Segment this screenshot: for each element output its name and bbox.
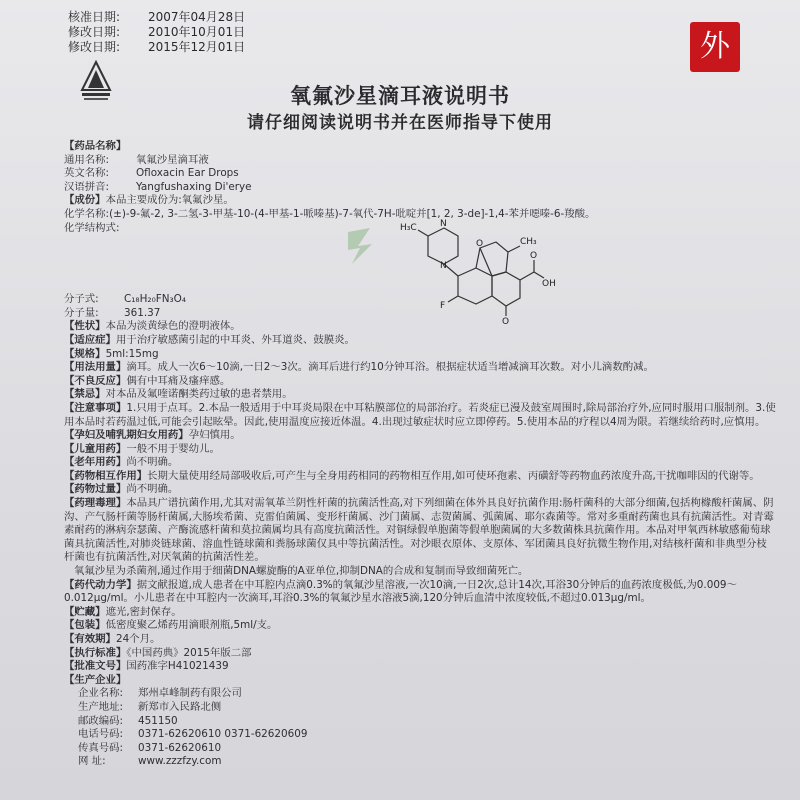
drug-name-header: 【药品名称】	[64, 140, 127, 152]
struct-label-ch3: CH₃	[520, 237, 537, 247]
company-label: 传真号码:	[78, 741, 124, 754]
section-8	[64, 443, 776, 457]
revision-dates	[68, 10, 245, 55]
section-heading: 【用法用量】	[64, 361, 127, 374]
struct-label-o3: O	[530, 251, 538, 261]
section-11	[64, 483, 776, 497]
section-heading: 【老年用药】	[64, 456, 127, 469]
section-4	[64, 375, 776, 389]
company-value: www.zzzfzy.com	[138, 755, 222, 768]
company-value: 新郑市入民路北侧	[138, 700, 222, 713]
section-17	[64, 633, 776, 647]
section-text: 本品为淡黄绿色的澄明液体。	[105, 320, 241, 333]
section-heading: 【药代动力学】	[64, 578, 137, 591]
date-approved: 核准日期: 2007年04月28日	[68, 10, 246, 24]
section-text: 《中国药典》2015年版二部	[126, 646, 252, 659]
section-heading: 【贮藏】	[64, 605, 106, 618]
company-row	[78, 742, 776, 756]
chemical-name: 化学名称:(±)-9-氟-2, 3-二氢-3-甲基-10-(4-甲基-1-哌嗪基)-7-氧代-7H-吡啶并[1, 2, 3-de]-1,4-苯并噁嗪-6-羧酸。	[64, 207, 596, 220]
struct-label-h3c: H₃C	[400, 223, 417, 233]
company-label: 邮政编码:	[78, 714, 124, 727]
company-label: 网 址:	[78, 755, 106, 768]
company-value: 451150	[138, 714, 178, 727]
section-text: 偶有中耳痛及瘙痒感。	[126, 374, 231, 387]
section-heading: 【儿童用药】	[64, 442, 127, 455]
company-info	[64, 687, 776, 769]
section-20	[64, 674, 776, 688]
section-text: 1.只用于点耳。2.本品一般适用于中耳炎局限在中耳粘膜部位的局部治疗。若炎症已漫及鼓室周围时,除局部治疗外,应同时服用口服制剂。3.使用本品时若药温过低,可能会引起眩晕。因此,使用温度应接近体温。4.出现过敏症状时应立即停药。5.使用本品的疗程以4周为限。若继续给药时,应慎用。	[64, 401, 776, 428]
date-revised-1: 修改日期: 2010年10月01日	[68, 25, 246, 39]
generic-name: 通用名称: 氧氟沙星滴耳液	[64, 153, 209, 166]
section-text: 遮光,密封保存。	[105, 605, 182, 618]
section-heading: 【包装】	[64, 619, 106, 632]
section-2	[64, 348, 776, 362]
section-heading: 【药物过量】	[64, 483, 127, 496]
company-row	[78, 701, 776, 715]
section-1	[64, 334, 776, 348]
section-text: 24个月。	[115, 633, 161, 645]
section-text: 用于治疗敏感菌引起的中耳炎、外耳道炎、鼓膜炎。	[115, 333, 355, 346]
struct-label-o1: O	[476, 239, 484, 249]
section-12	[64, 497, 776, 565]
section-15	[64, 606, 776, 620]
company-row	[78, 687, 776, 701]
struct-label-o2: O	[502, 317, 510, 326]
section-16	[64, 619, 776, 633]
external-use-badge: 外	[690, 22, 740, 72]
section-heading: 【执行标准】	[64, 646, 127, 659]
section-heading: 【注意事项】	[64, 401, 127, 414]
english-name: 英文名称: Ofloxacin Ear Drops	[64, 167, 239, 180]
section-heading: 【规格】	[64, 347, 106, 360]
composition: 【成份】本品主要成份为:氧氟沙星。	[64, 194, 234, 207]
company-row	[78, 715, 776, 729]
section-18	[64, 647, 776, 661]
section-19	[64, 660, 776, 674]
structure-spacer	[64, 235, 776, 293]
section-text: 长期大量使用经局部吸收后,可产生与全身用药相同的药物相互作用,如可使环孢素、丙磺舒等药物血药浓度升高,干扰咖啡因的代谢等。	[147, 469, 760, 482]
section-heading: 【孕妇及哺乳期妇女用药】	[64, 429, 189, 442]
section-heading: 【药物相互作用】	[64, 469, 148, 482]
company-label: 企业名称:	[78, 687, 124, 700]
struct-label-n2: N	[440, 261, 447, 271]
section-text: 尚不明确。	[126, 483, 179, 496]
section-10	[64, 470, 776, 484]
section-text: 滴耳。成人一次6～10滴,一日2～3次。滴耳后进行约10分钟耳浴。根据症状适当增减滴耳次数。对小儿滴数酌减。	[126, 361, 654, 374]
struct-label-f: F	[440, 301, 446, 311]
company-value: 0371-62620610 0371-62620609	[138, 728, 308, 741]
leaflet-body	[64, 140, 776, 769]
struct-label-oh: OH	[542, 279, 556, 289]
section-text: 低密度聚乙烯药用滴眼剂瓶,5ml/支。	[105, 619, 278, 632]
company-row	[78, 728, 776, 742]
page-title: 氧氟沙星滴耳液说明书	[290, 84, 510, 108]
section-text: 氧氟沙星为杀菌剂,通过作用于细菌DNA螺旋酶的A亚单位,抑制DNA的合成和复制而导致细菌死亡。	[74, 565, 529, 578]
section-3	[64, 361, 776, 375]
section-heading: 【有效期】	[64, 633, 116, 645]
company-label: 电话号码:	[78, 728, 124, 741]
section-heading: 【性状】	[64, 320, 106, 333]
section-heading: 【生产企业】	[64, 673, 127, 686]
molecular-formula: 分子式: C₁₈H₂₀FN₃O₄	[64, 293, 186, 306]
section-text: 孕妇慎用。	[188, 429, 241, 442]
section-13	[64, 565, 776, 579]
section-heading: 【批准文号】	[64, 660, 127, 673]
structure-label: 化学结构式:	[64, 221, 120, 234]
page-subtitle: 请仔细阅读说明书并在医师指导下使用	[247, 113, 553, 133]
section-text: 本品具广谱抗菌作用,尤其对需氧革兰阴性杆菌的抗菌活性高,对下列细菌在体外具良好抗菌作用:肠杆菌科的大部分细菌,包括枸橼酸杆菌属、阴沟、产气肠杆菌等肠杆菌属,大肠埃希菌、克雷伯菌属、变形杆菌属、沙门菌属、志贺菌属、弧菌属、耶尔森菌等。常对多重耐药菌也具有抗菌活性。对青霉素耐药的淋病奈瑟菌、产酶流感杆菌和莫拉菌属均具有高度抗菌活性。对铜绿假单胞菌等假单胞菌属的大多数菌株具抗菌作用。本品对甲氧西林敏感葡萄球菌具抗菌活性,对肺炎链球菌、溶血性链球菌和粪肠球菌仅具中等抗菌活性。对沙眼衣原体、支原体、军团菌具良好抗微生物作用,对结核杆菌和非典型分枝杆菌也有抗菌活性,对厌氧菌的抗菌活性差。	[64, 497, 774, 564]
section-0	[64, 320, 776, 334]
section-list	[64, 320, 776, 687]
section-heading: 【适应症】	[64, 333, 116, 346]
section-text: 尚不明确。	[126, 456, 179, 469]
section-heading: 【禁忌】	[64, 388, 106, 401]
company-row	[78, 755, 776, 769]
section-heading: 【不良反应】	[64, 374, 127, 387]
struct-label-n1: N	[440, 219, 447, 229]
pinyin-name: 汉语拼音: Yangfushaxing Di'erye	[64, 180, 252, 193]
section-14	[64, 579, 776, 606]
company-value: 0371-62620610	[138, 741, 222, 754]
section-text: 对本品及氟喹诺酮类药过敏的患者禁用。	[105, 388, 293, 401]
section-9	[64, 456, 776, 470]
date-revised-2: 修改日期: 2015年12月01日	[68, 40, 246, 54]
section-text: 一般不用于婴幼儿。	[126, 442, 220, 455]
section-5	[64, 388, 776, 402]
section-heading: 【药理毒理】	[64, 497, 127, 510]
company-value: 郑州卓峰制药有限公司	[138, 687, 242, 700]
section-text: 5ml:15mg	[105, 347, 159, 360]
company-label: 生产地址:	[78, 700, 124, 713]
section-text: 国药准字H41021439	[126, 660, 229, 673]
section-7	[64, 429, 776, 443]
section-text: 据文献报道,成人患者在中耳腔内点滴0.3%的氧氟沙星溶液,一次10滴,一日2次,总计14次,耳浴30分钟后的血药浓度极低,为0.009～0.012μg/ml。小儿患者在中耳腔内一次滴耳,耳浴0.3%的氧氟沙星水溶液5滴,120分钟后血清中浓度较低,不超过0.013μg/ml。	[64, 578, 737, 605]
molecular-weight: 分子量: 361.37	[64, 306, 161, 319]
section-6	[64, 402, 776, 429]
